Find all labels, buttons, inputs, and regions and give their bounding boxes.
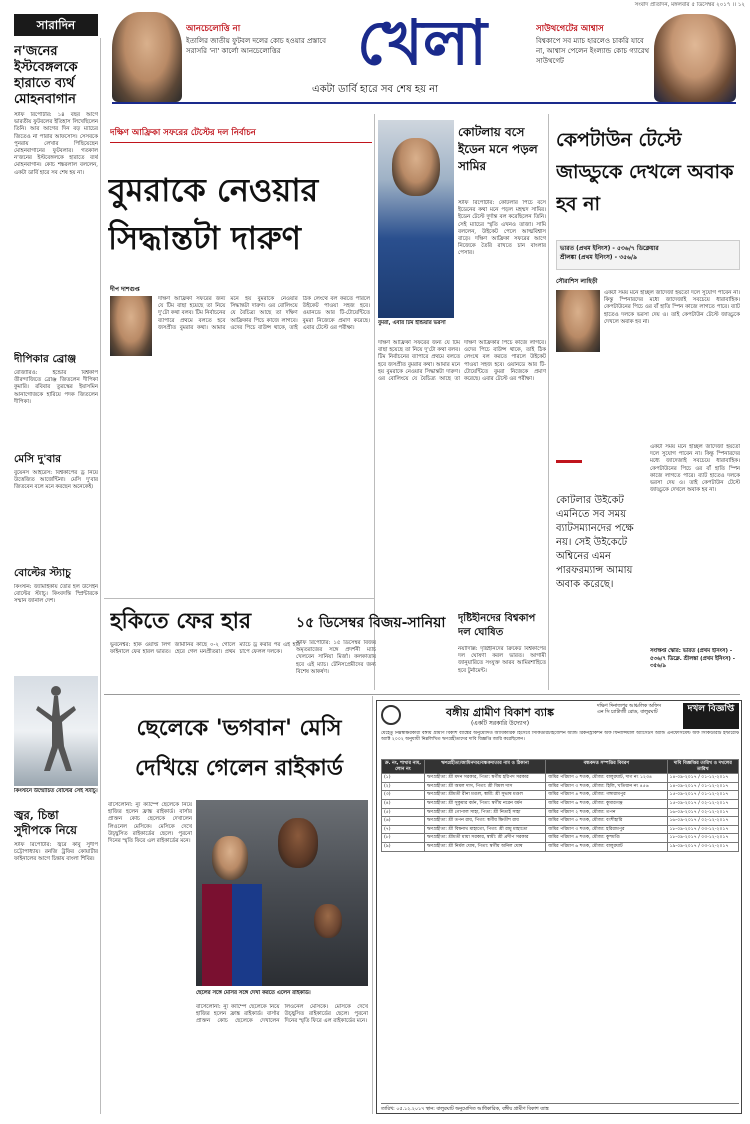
section-tag: সারাদিন xyxy=(14,14,98,36)
table-cell: জমির পরিমাণ ৩ শতক, মৌজা: হরিরামপুর xyxy=(546,825,667,834)
table-cell: (৫) xyxy=(382,808,425,817)
sidebar-story1-title: ন'জনের ইস্টবেঙ্গলকে হারাতে ব্যর্থ মোহনবাগান xyxy=(14,44,78,107)
sidebar-story2-body: রোজারিও: ইন্ডোর বিশ্বকাপ তীরন্দাজিতে ব্রোঞ্জ জিতলেন দীপিকা কুমারি। রবিবার তুরস্কের ইয়াসমিন আনাগোজকে হারিয়ে পদক জিতলেন দীপিকা। xyxy=(14,370,98,405)
table-cell: ঋণগ্রহীতা: শ্রী সুকুমার বর্মন, পিতা: স্বর্গীয় নরেন বর্মন xyxy=(424,799,545,808)
table-cell: ১৪-০৯-২০১৭ / ০১-১২-২০১৭ xyxy=(667,774,738,783)
table-cell: (৮) xyxy=(382,834,425,843)
mid-story-body: স্টাফ রিপোর্টার: কোটলার পিচে বসে ইডেনের কথা মনে পড়ল মহম্মদ সামির। ইডেন টেস্টে দুর্দান্ত বল করেছিলেন তিনি। সেই ম্যাচের স্মৃতি এখনও তাজা। সামি বললেন, উইকেট পেলে আত্মবিশ্বাস বাড়ে। দক্ষিণ আফ্রিকা সফরের আগে নিজেকে তৈরি রাখতে চান বাংলার পেসার। xyxy=(458,200,546,257)
left-teaser-title: আনচেলোত্তি না xyxy=(186,24,241,34)
ad-header: ঋণগ্রহীতা/জামিনদার/বন্ধকদাতার নাম ও ঠিকানা xyxy=(424,760,545,774)
sidebar-story2-title: দীপিকার ব্রোঞ্জ xyxy=(14,353,77,365)
ad-footer: তারিখ: ০৫.১২.২০১৭ স্থান: বালুরঘাট অনুমোদিত আধিকারিক, বঙ্গীয় গ্রামীণ বিকাশ ব্যাঙ্ক xyxy=(381,1103,739,1113)
center-body: দক্ষিণ আফ্রিকা সফরের জন্য যে টিম বাছা হয়েছে তা নিয়ে দু'টো কথা বলব। টিম নির্বাচনের ব্যাপারে প্রথমে বলতে হবে জসপ্রীত বুমরার কথা। আমার মনে হয় বুমরাকে নেওয়ার সিদ্ধান্তটা দারুণ। ওর বোলিংয়ে যে বৈচিত্র্য আছে তা দক্ষিণ আফ্রিকার পিচে কাজে লাগবে। ওদের পিচে বাউন্স থাকে, তাই ঠিক লেংথে বল করতে পারলে উইকেট পাওয়া সহজ হবে। ওয়ানডে আর টি-টোয়েন্টিতে বুমরা নিজেকে প্রমাণ করেছে। এবার টেস্টে ওর পরীক্ষা। xyxy=(378,340,546,383)
pull-quote-rule xyxy=(556,460,582,463)
lead-kicker: দক্ষিণ আফ্রিকা সফরের টেস্টের দল নির্বাচন xyxy=(110,128,256,138)
possession-badge: দখল বিজ্ঞপ্তি xyxy=(683,703,739,729)
table-row xyxy=(382,774,739,783)
sidebar-story5-body: স্টাফ রিপোর্টার: জ্বরে কাবু সুদীপ চট্টোপাধ্যায়। রনজি ট্রফির কোয়ার্টার ফাইনালের আগে চিন্তায় বাংলা শিবির। xyxy=(14,842,98,863)
table-cell: জমির পরিমাণ ৬ শতক, মৌজা: কুমারগঞ্জ xyxy=(546,799,667,808)
right-teaser-title: সাউথগেটের আশ্বাস xyxy=(536,24,604,34)
mid-story-title: কোটলায় বসে ইডেন মনে পড়ল সামির xyxy=(458,125,538,173)
table-cell: ঋণগ্রহীতা: শ্রী গোপাল সাহা, পিতা: শ্রী নিতাই সাহা xyxy=(424,808,545,817)
table-cell: জমির পরিমাণ ৬ শতক, মৌজা: বালুরঘাট xyxy=(546,842,667,851)
bumrah-caption: বুমরা, এবার টিম ইন্ডিয়ার ভরসা xyxy=(378,320,446,326)
messi-caption: ছেলের সঙ্গে মেসির সঙ্গে দেখা করতে এলেন রাইকার্ড। xyxy=(196,990,311,996)
ad-rows xyxy=(382,774,739,851)
table-cell: ১৮-০৯-২০১৭ / ০৩-১২-২০১৭ xyxy=(667,825,738,834)
fold-rule xyxy=(104,694,740,695)
sidebar-story4-title: বোল্টের স্ট্যাচু xyxy=(14,567,71,579)
table-cell: জমির পরিমাণ ৪ শতক, মৌজা: গঙ্গারামপুর xyxy=(546,791,667,800)
ad-intro: যেহেতু নিম্নস্বাক্ষরকারী বঙ্গীয় গ্রামীণ বিকাশ ব্যাঙ্কের অনুমোদিত আধিকারিক হিসেবে সিকিউরিটাইজেশন অ্যান্ড রিকনস্ট্রাকশন অফ ফিনান্সিয়াল অ্যাসেটস অ্যান্ড এনফোর্সমেন্ট অফ সিকিউরিটি ইন্টারেস্ট অ্যাক্ট ২০০২ অনুযায়ী নিম্নলিখিত ঋণগ্রহীতাদের দাবি বিজ্ঞপ্তি জারি করেছিলেন। xyxy=(381,731,739,742)
lead-body: দক্ষিণ আফ্রিকা সফরের জন্য যে টিম বাছা হয়েছে তা নিয়ে দু'টো কথা বলব। টিম নির্বাচনের ব্যাপারে প্রথমে বলতে হবে জসপ্রীত বুমরার কথা। আমার মনে হয় বুমরাকে নেওয়ার সিদ্ধান্তটা দারুণ। ওর বোলিংয়ে যে বৈচিত্র্য আছে তা দক্ষিণ আফ্রিকার পিচে কাজে লাগবে। ওদের পিচে বাউন্স থাকে, তাই ঠিক লেংথে বল করতে পারলে উইকেট পাওয়া সহজ হবে। ওয়ানডে আর টি-টোয়েন্টিতে বুমরা নিজেকে প্রমাণ করেছে। এবার টেস্টে ওর পরীক্ষা। xyxy=(158,296,370,331)
child-face xyxy=(314,904,342,938)
southgate-photo xyxy=(654,14,736,102)
table-cell: ঋণগ্রহীতা: শ্রী বিশ্বনাথ মাহাতো, পিতা: শ্রী রামু মাহাতো xyxy=(424,825,545,834)
bank-office: দক্ষিণ দিনাজপুর আঞ্চলিক অফিস এন সি চ্যাটার্জী রোড, বালুরঘাট xyxy=(597,704,661,715)
table-cell: ঋণগ্রহীতা: শ্রীমতী রীনা মণ্ডল, স্বামী: শ্রী সুভাষ মণ্ডল xyxy=(424,791,545,800)
mid-right-rule xyxy=(548,114,549,690)
messi-body-bottom: বার্সেলোনা: ন্যু ক্যাম্পে ছেলেকে নিয়ে হাজির হলেন ফ্রাঙ্ক রাইকার্ড। বার্সার প্রাক্তন কোচ ছেলেকে দেখালেন লিওনেল মেসিকে। মেসিকে দেখে উচ্ছ্বসিত রাইকার্ডের ছেলে। পুরনো দিনের স্মৃতি ফিরে এল রাইকার্ডের মনে। xyxy=(196,1004,368,1025)
table-row xyxy=(382,808,739,817)
table-cell: জমির পরিমাণ ২ শতক, মৌজা: তপন xyxy=(546,808,667,817)
table-row xyxy=(382,834,739,843)
sidebar-rule xyxy=(100,38,101,1114)
sidebar-story4-body: কিংস্টন: জ্যামাইকায় তৈরি হল উসেইন বোল্টের স্ট্যাচু। কিংবদন্তি স্প্রিন্টারকে সম্মান জানাল দেশ। xyxy=(14,584,98,605)
rijkaard-face xyxy=(278,818,318,868)
tagline: একটা ডার্বি হারে সব শেষ হয় না xyxy=(311,84,439,95)
cape-byline: সৌরাশিস লাহিড়ী xyxy=(556,278,598,285)
ad-table-wrap xyxy=(381,759,739,1099)
ad-header: বন্ধকদত্ত সম্পত্তির বিবরণ xyxy=(546,760,667,774)
bumrah-photo xyxy=(378,120,454,318)
sidebar-story3-title: মেসি দু'বার xyxy=(14,453,62,465)
messi-photo xyxy=(196,800,368,986)
table-row xyxy=(382,782,739,791)
bolt-statue-graphic xyxy=(14,676,98,786)
table-row xyxy=(382,817,739,826)
right-teaser-body: বিশ্বকাপে সব ম্যাচ হারলেও চাকরি যাবে না, আশ্বাস পেলেন ইংল্যান্ড কোচ গ্যারেথ সাউথগেট xyxy=(536,37,650,65)
hockey-title: হকিতে ফের হার xyxy=(110,608,252,634)
cape-score-box: ভারত (প্রথম ইনিংস) - ৫৩৬/৭ ডিক্লেয়ার শ্রীলঙ্কা (প্রথম ইনিংস) - ৩৫৬/৯ xyxy=(556,240,740,270)
table-cell: (৬) xyxy=(382,817,425,826)
sidebar-story3-body: বুয়েনস আইরেস: বিশ্বকাপের ড্র নিয়ে উত্তেজিত আর্জেন্টিনা। মেসি দু'বার জিতবেন বলে মনে করছেন অনেকেই। xyxy=(14,470,98,491)
table-cell: ঋণগ্রহীতা: শ্রী অমল দাস, পিতা: শ্রী বিমল দাস xyxy=(424,782,545,791)
bank-ad xyxy=(376,700,742,1114)
table-cell: জমির পরিমাণ ৫ শতক, মৌজা: বংশীহারি xyxy=(546,817,667,826)
table-row xyxy=(382,791,739,800)
table-cell: ১৫-০৯-২০১৭ / ০২-১২-২০১৭ xyxy=(667,799,738,808)
mid-sub-title: দৃষ্টিহীনদের বিশ্বকাপ দল ঘোষিত xyxy=(458,613,536,638)
masthead-rule xyxy=(112,102,736,104)
table-cell: ১৮-০৯-২০১৭ / ০৩-১২-২০১৭ xyxy=(667,834,738,843)
lead-byline: দীপ দাশগুপ্ত xyxy=(110,286,140,293)
mid-sub-body: নয়াদিল্লি: দৃষ্টিহীনদের ক্রিকেট বিশ্বকাপের দল ঘোষণা করল ভারত। আগামী জানুয়ারিতে সংযুক্ত আরব আমিরশাহিতে হবে টুর্নামেন্ট। xyxy=(458,646,546,674)
table-cell: (১) xyxy=(382,774,425,783)
table-cell: জমির পরিমাণ ৫ শতক, মৌজা: বালুরঘাট, দাগ নং ১২৩৪ xyxy=(546,774,667,783)
table-cell: ঋণগ্রহীতা: শ্রীমতী মায়া সরকার, স্বামী: শ্রী প্রদীপ সরকার xyxy=(424,834,545,843)
messi-body-left: বার্সেলোনা: ন্যু ক্যাম্পে ছেলেকে নিয়ে হাজির হলেন ফ্রাঙ্ক রাইকার্ড। বার্সার প্রাক্তন কোচ ছেলেকে দেখালেন লিওনেল মেসিকে। মেসিকে দেখে উচ্ছ্বসিত রাইকার্ডের ছেলে। পুরনো দিনের স্মৃতি ফিরে এল রাইকার্ডের মনে। xyxy=(108,802,192,845)
ad-header: দাবি বিজ্ঞপ্তির তারিখ ও দখলের তারিখ xyxy=(667,760,738,774)
cape-score-small: সংক্ষিপ্ত স্কোর: ভারত (প্রথম ইনিংস) - ৫৩৬/৭ ডিক্লে. শ্রীলঙ্কা (প্রথম ইনিংস) - ৩৫৬/৯ xyxy=(650,648,735,669)
ancelotti-photo xyxy=(112,12,182,102)
dateline: সংবাদ প্রতিদিন, মঙ্গলবার ৫ ডিসেম্বর ২০১৭ ।। ১২ xyxy=(634,2,745,8)
table-cell: ১৬-০৯-২০১৭ / ০২-১২-২০১৭ xyxy=(667,808,738,817)
cape-pull-quote: কোটলার উইকেট এমনিতে সব সময় ব্যাটসম্যানদের পক্ষে নয়। সেই উইকেটে অশ্বিনের এমন পারফরম্যান্স আমায় অবাক করেছে। xyxy=(556,495,634,590)
sania-body: স্টাফ রিপোর্টার: ১৫ ডিসেম্বর বিজয় অমৃতরাজের সঙ্গে প্রদর্শনী ম্যাচ খেলবেন সানিয়া মির্জা। কলকাতায় হবে এই ম্যাচ। টেনিসপ্রেমীদের জন্য বিশেষ আকর্ষণ। xyxy=(296,640,376,675)
cape-byline-photo xyxy=(556,290,600,352)
bolt-statue-photo xyxy=(14,676,98,786)
table-cell: ১৪-০৯-২০১৭ / ০১-১২-২০১৭ xyxy=(667,782,738,791)
sidebar-story1-body: স্টাফ রিপোর্টার: ১৪ বছর আগে ভারতীয় ফুটবলের ইতিহাস লিখেছিলেন তিনি। আর আগের দিন বড় ম্যাচের জিতেও না পারার আফসোস। সেসবকে পুনরায় লেখার পিছিয়েছেন মোহনবাগানের ফুটবলার। গতকাল ন'জনের ইস্টবেঙ্গলকে হারাতে ব্যর্থ মোহনবাগান। কোচ শঙ্করলাল বললেন, একটা ডার্বি হারে সব শেষ হয় না। xyxy=(14,112,98,176)
table-cell: ১৬-০৯-২০১৭ / ০২-১২-২০১৭ xyxy=(667,817,738,826)
table-cell: ঋণগ্রহীতা: শ্রী নির্মল ঘোষ, পিতা: স্বর্গীয় অনিল ঘোষ xyxy=(424,842,545,851)
table-cell: (৯) xyxy=(382,842,425,851)
messi-shirt xyxy=(202,884,262,986)
bolt-caption: কিংস্টনে উন্মোচিত বোল্টের সেই স্ট্যাচু। xyxy=(14,788,98,794)
messi-face xyxy=(212,836,248,880)
table-cell: ১৫-০৯-২০১৭ / ০১-১২-২০১৭ xyxy=(667,791,738,800)
cape-body-2: একটা সময় মনে হচ্ছিল জাদেজা হয়তো দলে সুযোগ পাবেন না। কিন্তু স্পিনারদের মধ্যে জাদেজাই সবচেয়ে ধারাবাহিক। কেপটাউনের পিচে ওর বাঁ হাতি স্পিন কাজে লাগতে পারে। ব্যাট হাতেও দলকে ভরসা দেয় ও। তাই কেপটাউন টেস্টে জাড্ডুকে দেখলে অবাক হব না। xyxy=(650,444,740,494)
table-cell: জমির পরিমাণ ৪ শতক, মৌজা: কুশমণ্ডি xyxy=(546,834,667,843)
table-cell: ঋণগ্রহীতা: শ্রী তপন রায়, পিতা: স্বর্গীয় ক্ষিতীশ রায় xyxy=(424,817,545,826)
messi-headline: ছেলেকে 'ভগবান' মেসি দেখিয়ে গেলেন রাইকার্ড xyxy=(135,715,343,781)
sania-title: ১৫ ডিসেম্বর বিজয়-সানিয়া xyxy=(296,615,446,631)
table-cell: ১৯-০৯-২০১৭ / ০৩-১২-২০১৭ xyxy=(667,842,738,851)
cape-body: একটা সময় মনে হচ্ছিল জাদেজা হয়তো দলে সুযোগ পাবেন না। কিন্তু স্পিনারদের মধ্যে জাদেজাই সবচেয়ে ধারাবাহিক। কেপটাউনের পিচে ওর বাঁ হাতি স্পিন কাজে লাগতে পারে। ব্যাট হাতেও দলকে ভরসা দেয় ও। তাই কেপটাউন টেস্টে জাড্ডুকে দেখলে অবাক হব না। xyxy=(604,290,740,325)
hockey-top-rule xyxy=(104,598,374,599)
lead-kicker-rule xyxy=(110,142,372,143)
ad-header: ক্র. নং, শাখার নাম, লোন নং xyxy=(382,760,425,774)
ad-table xyxy=(381,759,739,852)
left-teaser-body: ইতালির জাতীয় ফুটবল দলের কোচ হওয়ার প্রস্তাবে সরাসরি 'না' কার্লো আনচেলোত্তির xyxy=(186,37,326,55)
lead-headline: বুমরাকে নেওয়ার সিদ্ধান্তটা দারুণ xyxy=(108,171,319,257)
table-cell: ঋণগ্রহীতা: শ্রী মদন সরকার, পিতা: স্বর্গীয় হরিপদ সরকার xyxy=(424,774,545,783)
bank-sub: (একটি সরকারি উদ্যোগ) xyxy=(470,720,530,727)
logo: খেলা xyxy=(356,6,488,79)
table-row xyxy=(382,799,739,808)
table-cell: জমির পরিমাণ ৩ শতক, মৌজা: হিলি, খতিয়ান নং ৪৫৬ xyxy=(546,782,667,791)
sidebar-story5-title: জ্বর, চিন্তা সুদীপকে নিয়ে xyxy=(14,808,77,837)
table-row xyxy=(382,825,739,834)
table-cell: (৭) xyxy=(382,825,425,834)
table-row xyxy=(382,842,739,851)
lead-right-rule xyxy=(374,114,375,690)
table-cell: (৪) xyxy=(382,799,425,808)
ad-left-rule xyxy=(372,696,373,1114)
hockey-body: ভুবনেশ্বর: হকি ওয়ার্ল্ড লিগ ফাইনালে ফের হারল ভারত। জার্মানির কাছে ০-২ গোলে হেরে গেল মনপ্রীতরা। প্রথম ম্যাচে ড্র করার পর এই হার চাপে ফেলল দলকে। xyxy=(110,642,300,656)
bank-logo-icon xyxy=(381,705,401,725)
bank-name: বঙ্গীয় গ্রামীণ বিকাশ ব্যাঙ্ক xyxy=(446,706,554,719)
cape-headline: কেপটাউন টেস্টে জাড্ডুকে দেখলে অবাক হব না xyxy=(556,129,734,215)
table-cell: (৩) xyxy=(382,791,425,800)
bumrah-face xyxy=(392,138,440,196)
byline-photo xyxy=(110,296,152,356)
table-cell: (২) xyxy=(382,782,425,791)
